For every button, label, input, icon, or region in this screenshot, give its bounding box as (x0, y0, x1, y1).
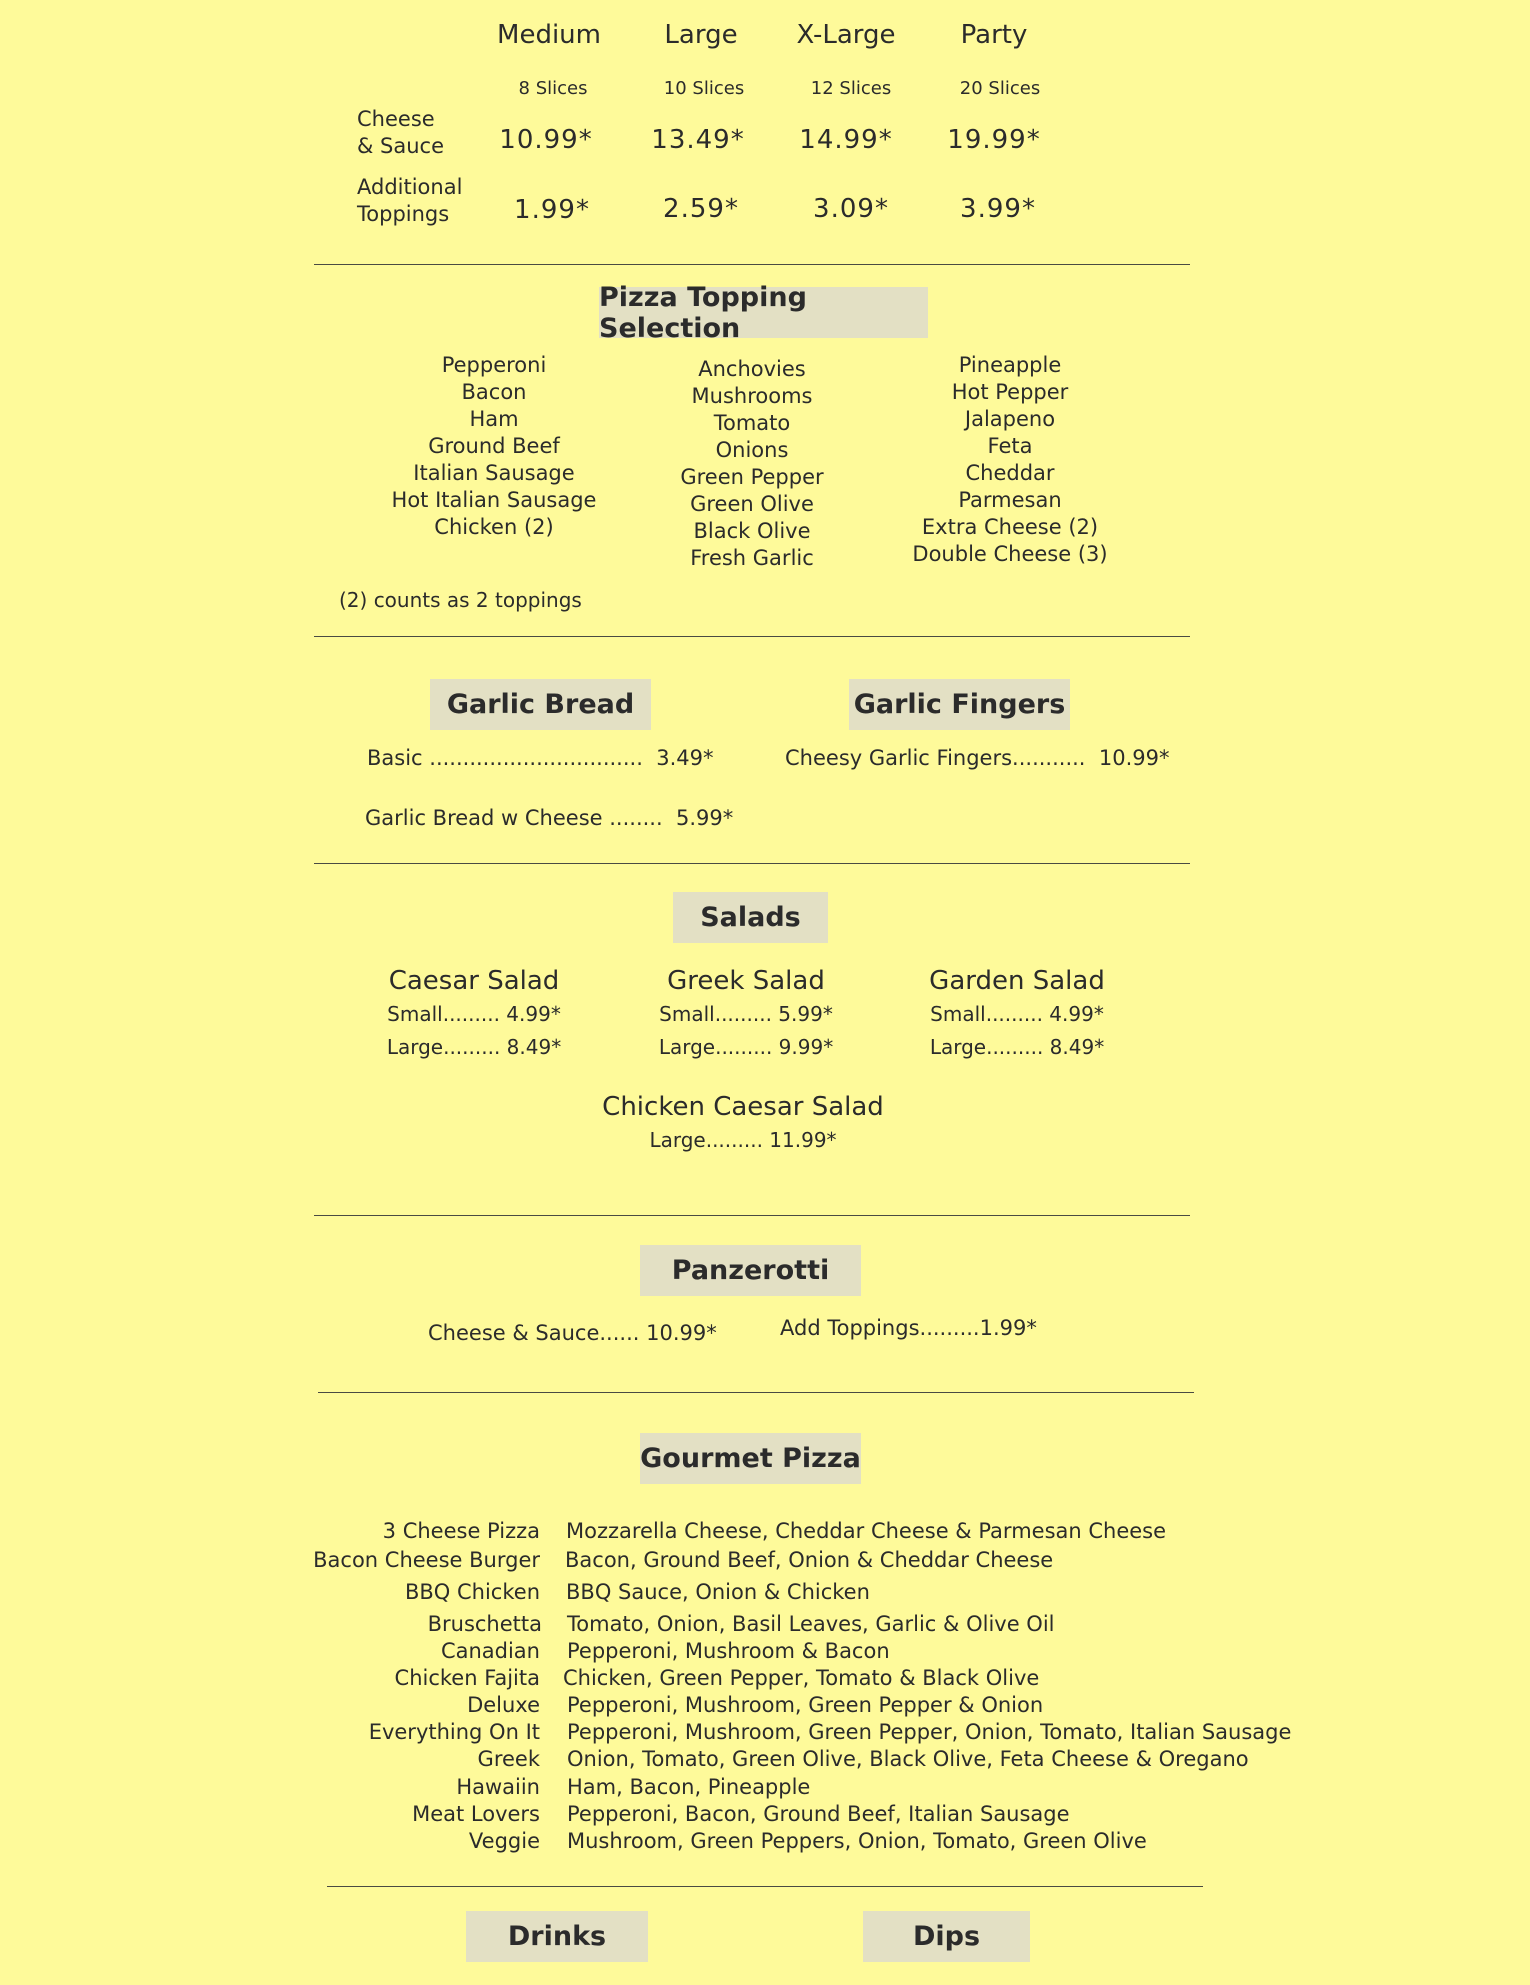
topping-item: Bacon (461, 380, 527, 404)
salad-greek (606, 966, 886, 1059)
topping-item: Pineapple (958, 353, 1062, 377)
topping-item: Green Olive (690, 492, 814, 516)
price-cheese-medium: 10.99* (499, 125, 593, 155)
price-cheese-large: 13.49* (651, 125, 745, 155)
topping-item: Italian Sausage (413, 461, 575, 485)
gourmet-name: BBQ Chicken (404, 1580, 540, 1604)
topping-item: Mushrooms (691, 384, 813, 408)
salad-large-price: Large......... 8.49* (929, 1035, 1105, 1059)
item-line: Basic ................................ (367, 746, 643, 770)
salad-small-price: Small......... 4.99* (930, 1002, 1104, 1026)
gourmet-name: Everything On It (368, 1720, 540, 1744)
topping-item: Ground Beef (428, 434, 560, 458)
garlic-fingers-item-cheesy (785, 746, 1169, 770)
divider (314, 863, 1190, 864)
topping-item: Double Cheese (3) (912, 542, 1108, 566)
topping-item: Tomato (713, 411, 791, 435)
price-cheese-xlarge: 14.99* (799, 125, 893, 155)
topping-item: Chicken (2) (434, 515, 554, 539)
gourmet-name: Hawaiin (456, 1775, 540, 1799)
size-header-party: Party (960, 20, 1028, 50)
salad-large-price: Large......... 8.49* (386, 1035, 562, 1059)
topping-item: Anchovies (698, 357, 806, 381)
row-label-cheese-sauce (357, 106, 444, 160)
toppings-column-2 (632, 356, 872, 572)
salads-heading: Salads (673, 892, 828, 943)
salad-name: Chicken Caesar Salad (602, 1092, 884, 1122)
price-cheese-party: 19.99* (947, 125, 1041, 155)
gourmet-desc: Pepperoni, Mushroom, Green Pepper & Onion (567, 1693, 1044, 1717)
row-label-line: Toppings (357, 202, 450, 226)
salad-small-price: Small......... 5.99* (659, 1002, 833, 1026)
price-topping-party: 3.99* (960, 194, 1036, 224)
topping-item: Hot Pepper (951, 380, 1069, 404)
panzerotti-heading: Panzerotti (640, 1245, 861, 1296)
topping-item: Fresh Garlic (690, 546, 814, 570)
gourmet-name: Bacon Cheese Burger (313, 1548, 540, 1572)
drinks-heading: Drinks (466, 1911, 648, 1962)
row-label-line: Cheese (357, 107, 435, 131)
price-topping-medium: 1.99* (514, 195, 590, 225)
divider (314, 636, 1190, 637)
gourmet-name: Meat Lovers (412, 1802, 540, 1826)
size-header-xlarge: X-Large (796, 20, 896, 50)
gourmet-desc: Onion, Tomato, Green Olive, Black Olive, Feta Cheese & Oregano (567, 1747, 1249, 1771)
salad-caesar (334, 966, 614, 1059)
row-label-additional-toppings (357, 174, 462, 228)
dips-heading: Dips (863, 1911, 1030, 1962)
gourmet-heading: Gourmet Pizza (640, 1433, 861, 1484)
gourmet-name: Greek (477, 1747, 540, 1771)
topping-item: Feta (987, 434, 1033, 458)
divider (314, 1215, 1190, 1216)
topping-item: Onions (715, 438, 789, 462)
topping-item: Jalapeno (964, 407, 1056, 431)
salad-chicken-caesar (583, 1092, 903, 1152)
gourmet-name: Bruschetta (427, 1612, 542, 1636)
row-label-line: Additional (357, 175, 463, 199)
slices-medium: 8 Slices (518, 78, 588, 99)
gourmet-name: Canadian (440, 1639, 540, 1663)
topping-item: Ham (469, 407, 519, 431)
price-topping-large: 2.59* (663, 194, 739, 224)
panzerotti-item-add-toppings: Add Toppings.........1.99* (780, 1316, 1037, 1340)
gourmet-name: Deluxe (467, 1693, 540, 1717)
gourmet-desc: BBQ Sauce, Onion & Chicken (566, 1580, 870, 1604)
garlic-bread-item-cheese (365, 806, 733, 830)
slices-party: 20 Slices (959, 78, 1041, 99)
item-line: Garlic Bread w Cheese ........ (365, 806, 663, 830)
salad-large-price: Large......... 9.99* (658, 1035, 834, 1059)
salad-name: Garden Salad (929, 966, 1105, 996)
size-header-medium: Medium (497, 20, 601, 50)
slices-large: 10 Slices (663, 78, 745, 99)
toppings-column-3 (890, 352, 1130, 568)
topping-item: Hot Italian Sausage (391, 488, 597, 512)
item-price: 3.49* (656, 746, 714, 770)
topping-item: Parmesan (958, 488, 1062, 512)
topping-item: Pepperoni (441, 353, 547, 377)
salad-large-price: Large......... 11.99* (649, 1128, 837, 1152)
salad-small-price: Small......... 4.99* (387, 1002, 561, 1026)
toppings-column-1 (374, 352, 614, 541)
garlic-bread-heading: Garlic Bread (430, 679, 651, 730)
size-header-large: Large (664, 20, 738, 50)
gourmet-desc: Chicken, Green Pepper, Tomato & Black Olive (563, 1666, 1040, 1690)
salad-name: Greek Salad (667, 966, 825, 996)
toppings-note: (2) counts as 2 toppings (339, 588, 582, 612)
item-price: 10.99* (1098, 746, 1170, 770)
divider (327, 1886, 1203, 1887)
divider (318, 1392, 1194, 1393)
row-label-line: & Sauce (357, 134, 445, 158)
topping-item: Cheddar (965, 461, 1055, 485)
salad-name: Caesar Salad (388, 966, 560, 996)
gourmet-name: Chicken Fajita (394, 1666, 540, 1690)
item-price: 5.99* (676, 806, 734, 830)
gourmet-desc: Bacon, Ground Beef, Onion & Cheddar Cheese (565, 1548, 1054, 1572)
gourmet-desc: Pepperoni, Mushroom, Green Pepper, Onion, Tomato, Italian Sausage (567, 1720, 1292, 1744)
gourmet-desc: Ham, Bacon, Pineapple (567, 1775, 811, 1799)
panzerotti-item-cheese-sauce: Cheese & Sauce...... 10.99* (428, 1321, 717, 1345)
item-line: Cheesy Garlic Fingers........... (785, 746, 1086, 770)
topping-item: Black Olive (693, 519, 811, 543)
salad-garden (877, 966, 1157, 1059)
divider (314, 264, 1190, 265)
gourmet-desc: Mushroom, Green Peppers, Onion, Tomato, Green Olive (567, 1829, 1147, 1853)
toppings-heading: Pizza Topping Selection (599, 287, 928, 338)
gourmet-desc: Pepperoni, Mushroom & Bacon (567, 1639, 890, 1663)
slices-xlarge: 12 Slices (810, 78, 892, 99)
garlic-fingers-heading: Garlic Fingers (849, 679, 1070, 730)
topping-item: Green Pepper (680, 465, 824, 489)
gourmet-desc: Tomato, Onion, Basil Leaves, Garlic & Olive Oil (567, 1612, 1055, 1636)
garlic-bread-item-basic (367, 746, 714, 770)
gourmet-name: 3 Cheese Pizza (382, 1519, 540, 1543)
gourmet-name: Veggie (468, 1829, 540, 1853)
topping-item: Extra Cheese (2) (921, 515, 1099, 539)
gourmet-desc: Mozzarella Cheese, Cheddar Cheese & Parmesan Cheese (566, 1519, 1167, 1543)
gourmet-desc: Pepperoni, Bacon, Ground Beef, Italian Sausage (567, 1802, 1070, 1826)
price-topping-xlarge: 3.09* (813, 194, 889, 224)
